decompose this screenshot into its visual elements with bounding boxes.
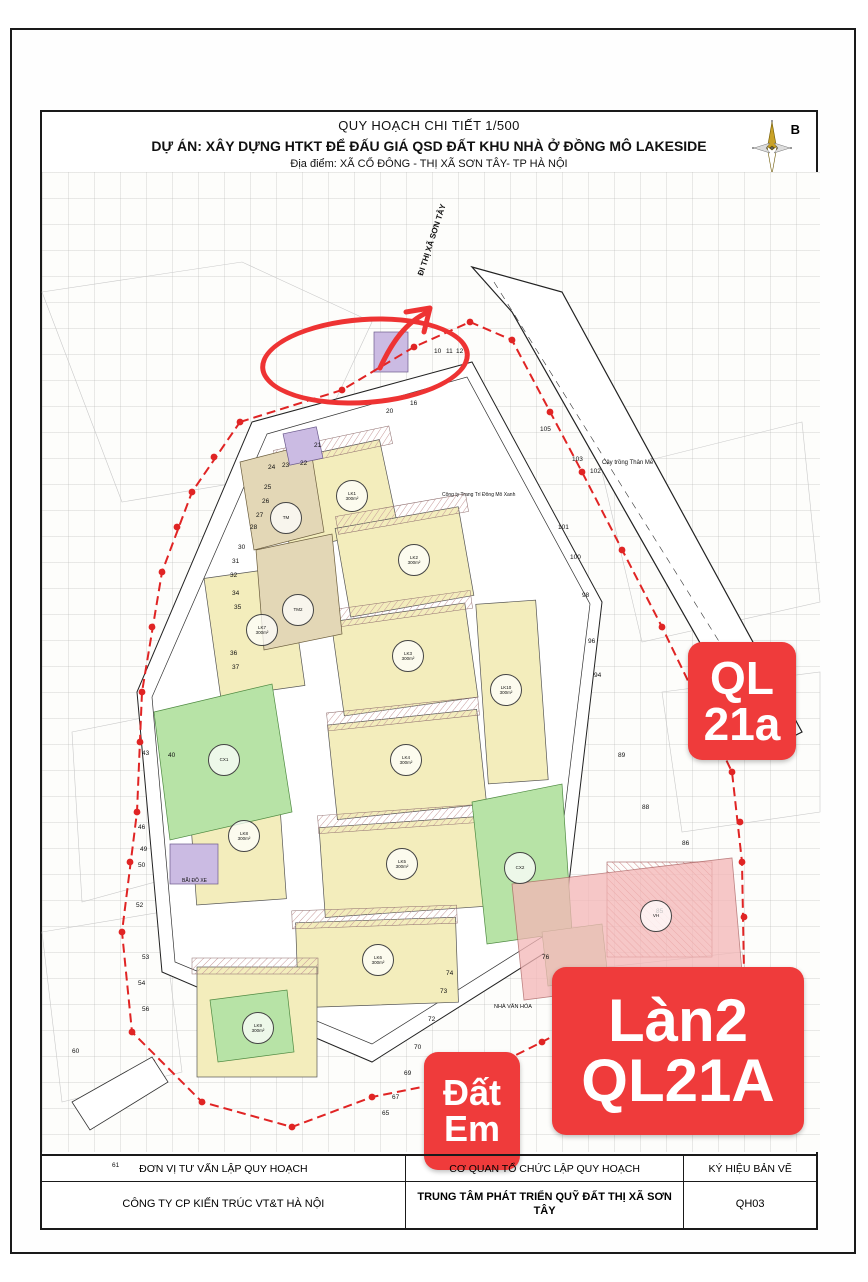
footer-consultant-header: ĐƠN VỊ TƯ VẤN LẬP QUY HOẠCH (42, 1156, 405, 1182)
plot-number: 34 (232, 590, 240, 597)
title-block-footer (42, 1154, 816, 1228)
plot-number: 50 (138, 862, 146, 869)
footer-authority-body: TRUNG TÂM PHÁT TRIỂN QUỸ ĐẤT THỊ XÃ SƠN TÂY (417, 1191, 672, 1217)
adjacent-label-2: NHÀ VĂN HÓA (494, 1004, 532, 1010)
block-info-badge: LK4 300m² (390, 744, 422, 776)
plot-number: 102 (590, 468, 601, 475)
footer-authority-header: CƠ QUAN TỔ CHỨC LẬP QUY HOẠCH (406, 1156, 684, 1182)
plot-number: 32 (230, 572, 238, 579)
plot-number: 43 (142, 750, 150, 757)
north-arrow (746, 116, 798, 180)
plot-number: 37 (232, 664, 240, 671)
block-info-badge: LK3 300m² (392, 640, 424, 672)
footer-sheet-col (684, 1156, 816, 1228)
block-info-badge: LK10 300m² (490, 674, 522, 706)
badge-ql21a-line2: 21a (703, 698, 781, 750)
block-info-badge: LK2 300m² (398, 544, 430, 576)
plot-number: 105 (540, 426, 551, 433)
plot-number: 31 (232, 558, 240, 565)
plot-number: 20 (386, 408, 394, 415)
block-info-badge: LK9 300m² (242, 1012, 274, 1044)
block-info-badge: TM2 (282, 594, 314, 626)
footer-sheet-header: KÝ HIỆU BẢN VẼ (684, 1156, 816, 1182)
badge-lan2-line2: QL21A (581, 1047, 775, 1114)
adjacent-label-0: Cây trồng Thân Mễ (602, 460, 654, 466)
plot-number: 76 (542, 954, 550, 961)
badge-datem-line2: Em (443, 1108, 501, 1149)
footer-sheet-body: QH03 (735, 1198, 765, 1211)
plot-number: 10 (434, 348, 442, 355)
block-info-badge: VH (640, 900, 672, 932)
footer-consultant-body: CÔNG TY CP KIẾN TRÚC VT&T HÀ NỘI (122, 1198, 325, 1211)
adjacent-label-1: Công ty Trang Trí Đông Mô Xanh (442, 492, 516, 498)
plot-number: 27 (256, 512, 264, 519)
plot-number: 72 (428, 1016, 436, 1023)
plot-number: 24 (268, 464, 276, 471)
block-info-badge: LK8 300m² (228, 820, 260, 852)
footer-consultant-col (42, 1156, 406, 1228)
plot-number: 30 (238, 544, 246, 551)
plot-number: 89 (618, 752, 626, 759)
plot-number: 49 (140, 846, 148, 853)
title-block (42, 112, 816, 170)
footer-authority-col (406, 1156, 685, 1228)
plot-number: 28 (250, 524, 258, 531)
plot-number: 23 (282, 462, 290, 469)
block-info-badge: LK7 300m² (246, 614, 278, 646)
plot-number: 61 (112, 1162, 120, 1169)
badge-lan2-line1: Làn2 (607, 987, 749, 1054)
plot-number: 74 (446, 970, 454, 977)
plot-number: 36 (230, 650, 238, 657)
plan-scale-title: QUY HOẠCH CHI TIẾT 1/500 (338, 118, 520, 133)
plot-number: 52 (136, 902, 144, 909)
annotation-badge-lan2-ql21a[interactable] (552, 967, 804, 1135)
plot-number: 100 (570, 554, 581, 561)
plot-number: 35 (234, 604, 242, 611)
block-info-badge: CX2 (504, 852, 536, 884)
block-info-badge: LK1 300m² (336, 480, 368, 512)
plot-number: 56 (142, 1006, 150, 1013)
plot-number: 26 (262, 498, 270, 505)
block-info-badge: LK6 300m² (362, 944, 394, 976)
plot-number: 53 (142, 954, 150, 961)
plot-number: 96 (588, 638, 596, 645)
road-direction-label: ĐI THỊ XÃ SƠN TÂY (416, 202, 448, 277)
plot-number: 54 (138, 980, 146, 987)
drawing-frame (40, 110, 818, 1230)
plot-number: 67 (392, 1094, 400, 1101)
badge-datem-line1: Đất (442, 1072, 501, 1113)
access-road-stub (72, 1057, 168, 1130)
plot-number: 60 (72, 1048, 80, 1055)
plot-number: 69 (404, 1070, 412, 1077)
plot-number: 22 (300, 460, 308, 467)
badge-ql21a-line1: QL (710, 652, 774, 704)
annotation-badge-dat-em[interactable] (424, 1052, 520, 1170)
plot-number: 46 (138, 824, 146, 831)
block-info-badge: CX1 (208, 744, 240, 776)
highlight-arrow-annotation (372, 302, 442, 377)
block-info-badge: LK5 300m² (386, 848, 418, 880)
plot-number: 101 (558, 524, 569, 531)
block-info-badge: TM (270, 502, 302, 534)
plot-number: 94 (594, 672, 602, 679)
annotation-badge-ql21a[interactable] (688, 642, 796, 760)
adjacent-label-3: BÃI ĐỖ XE (182, 878, 208, 884)
plot-number: 86 (682, 840, 690, 847)
project-location: Địa điểm: XÃ CỔ ĐÔNG - THỊ XÃ SƠN TÂY- TP HÀ NỘI (290, 158, 568, 170)
plot-number: 73 (440, 988, 448, 995)
plot-number: 88 (642, 804, 650, 811)
plot-number: 16 (410, 400, 418, 407)
plot-number: 40 (168, 752, 176, 759)
plot-number: 65 (382, 1110, 390, 1117)
plot-number: 12 (456, 348, 464, 355)
plot-number: 11 (446, 348, 453, 355)
plot-number: 25 (264, 484, 272, 491)
plot-number: 21 (314, 442, 322, 449)
north-label: B (790, 122, 800, 137)
plot-number: 70 (414, 1044, 422, 1051)
project-title: DỰ ÁN: XÂY DỰNG HTKT ĐỂ ĐẤU GIÁ QSD ĐẤT KHU NHÀ Ở ĐỒNG MÔ LAKESIDE (151, 138, 707, 154)
plot-number: 98 (582, 592, 590, 599)
plot-number: 103 (572, 456, 583, 463)
